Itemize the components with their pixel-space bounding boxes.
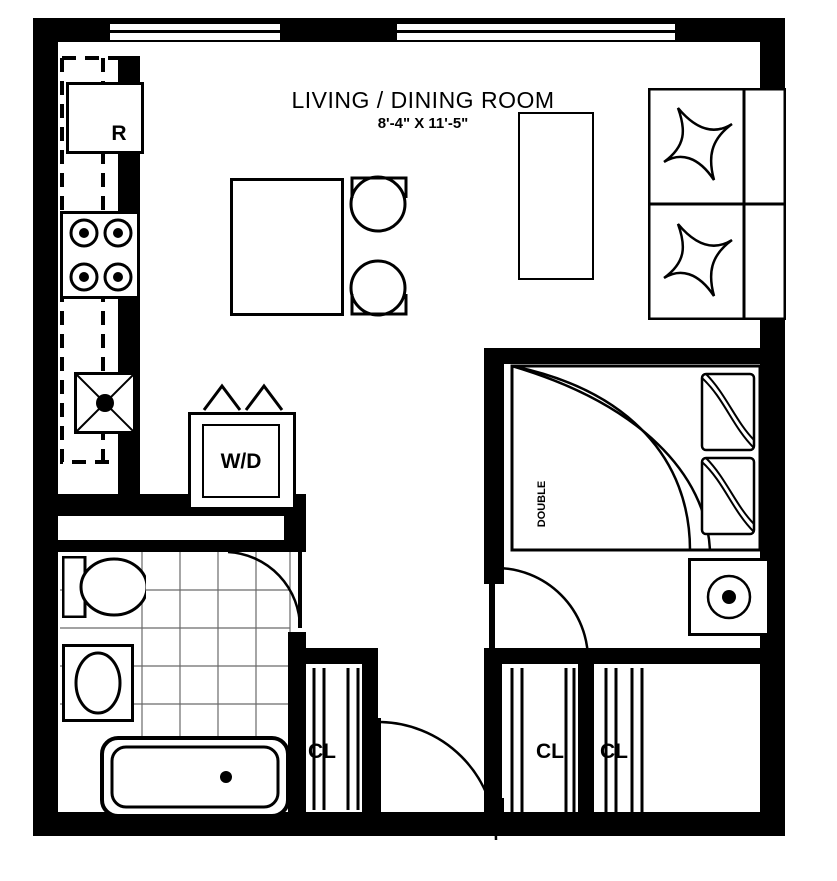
kitchen-sink — [74, 372, 136, 434]
refrigerator-label: R — [111, 122, 127, 145]
closet-hall-wall-left — [484, 648, 502, 836]
bedroom-wall-top — [484, 348, 760, 364]
bed-size-label: DOUBLE — [535, 480, 548, 528]
bathroom-wall-top — [58, 540, 306, 552]
nightstand-lamp — [688, 558, 770, 636]
toilet — [62, 556, 146, 618]
bathroom-vanity — [62, 644, 134, 722]
bedroom-wall-left — [484, 348, 504, 584]
window-right — [397, 22, 675, 42]
sofa — [648, 88, 786, 320]
bathtub — [100, 736, 290, 818]
living-dining-room-dimensions: 8'-4" X 11'-5" — [377, 115, 469, 132]
closet-hall-left-label: CL — [536, 740, 564, 763]
range-stove — [60, 211, 140, 299]
washer-dryer-label: W/D — [220, 450, 262, 473]
closet-hall-right-label: CL — [600, 740, 628, 763]
closet-bath-label: CL — [308, 740, 336, 763]
window-left — [110, 22, 280, 42]
closet-hall-wall-top — [484, 648, 784, 664]
exterior-wall-left — [33, 18, 58, 836]
coffee-table — [518, 112, 594, 280]
closet-bath-wall-right — [362, 648, 378, 828]
living-dining-room-title: LIVING / DINING ROOM — [291, 87, 555, 113]
dining-table — [230, 178, 344, 316]
